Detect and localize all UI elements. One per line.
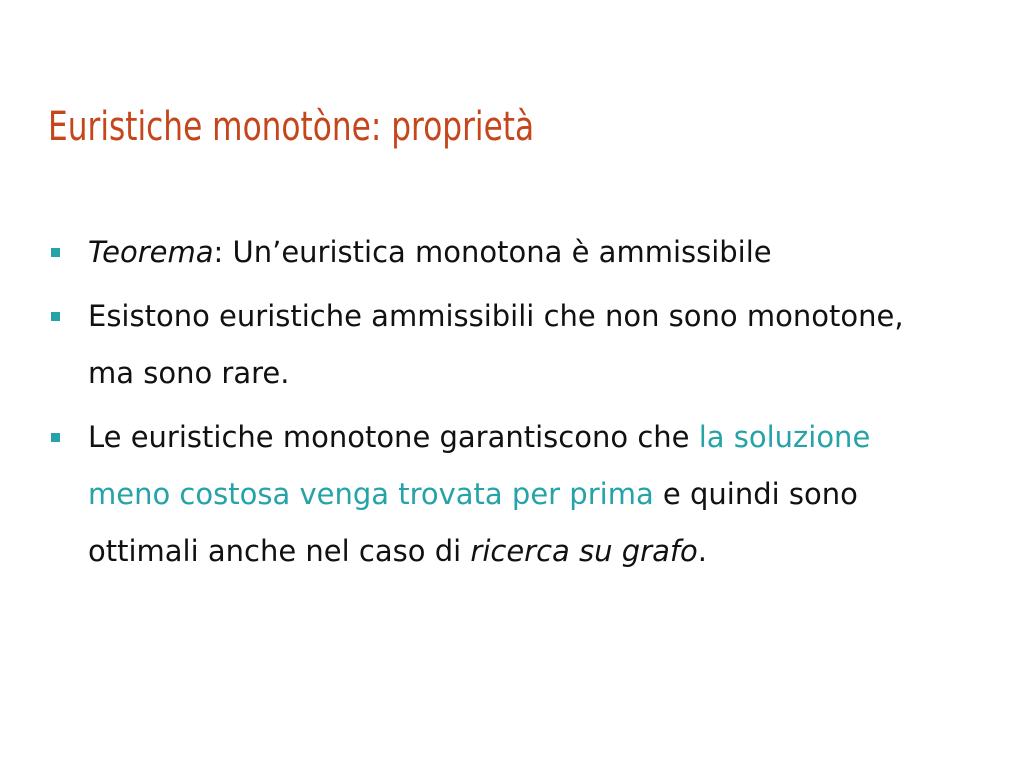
slide-title: Euristiche monotòne: proprietà [48, 104, 535, 150]
guarantee-middle: e quindi sono ottimali anche nel caso di [88, 477, 858, 568]
guarantee-end: . [697, 534, 708, 568]
bullet-list [48, 224, 948, 587]
bullet-item-existence [48, 288, 948, 402]
theorem-colon: : [213, 235, 224, 269]
highlighted-phrase: la soluzione meno costosa venga trovata per prima [88, 420, 871, 511]
bullet-text: Esistono euristiche ammissibili che non sono monotone, ma sono rare. [88, 299, 904, 390]
theorem-statement: Un’euristica monotona è ammissibile [223, 235, 772, 269]
square-bullet-icon [51, 433, 60, 442]
square-bullet-icon [51, 248, 60, 257]
emphasized-phrase: ricerca su grafo [470, 534, 698, 568]
bullet-text [88, 409, 948, 580]
bullet-text [88, 224, 948, 281]
theorem-label: Teorema [88, 235, 214, 269]
bullet-item-theorem [48, 224, 948, 281]
bullet-item-guarantee [48, 409, 948, 580]
square-bullet-icon [51, 312, 60, 321]
guarantee-intro: Le euristiche monotone garantiscono che [88, 420, 699, 454]
